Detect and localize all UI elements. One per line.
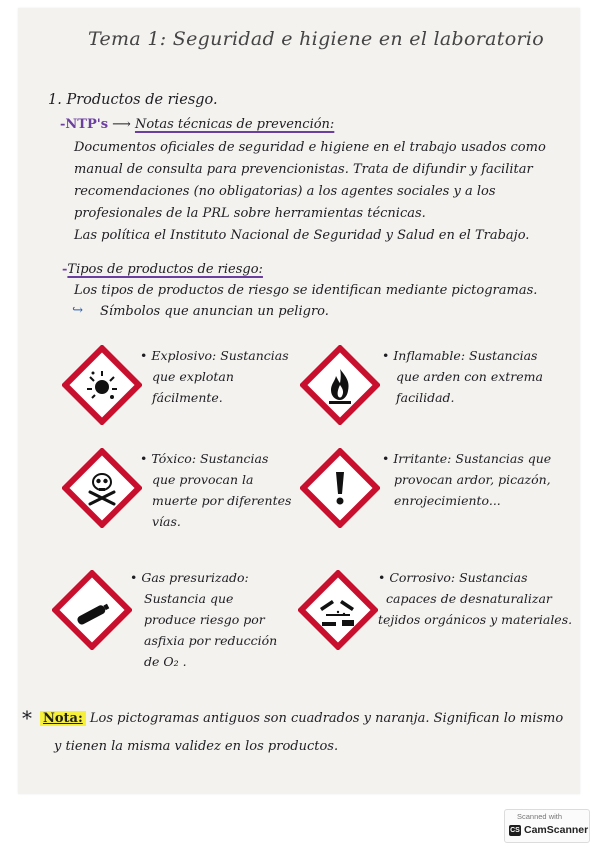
description-line: que provocan la — [152, 472, 254, 487]
ntp-line: recomendaciones (no obligatorias) a los agentes sociales y a los — [74, 184, 496, 199]
tipos-prefix: - — [62, 262, 68, 277]
flammable-description — [382, 345, 562, 408]
simbolos-line: Símbolos que anuncian un peligro. — [100, 304, 329, 319]
nota-text-1: Los pictogramas antiguos son cuadrados y naranja. Significan lo mismo — [89, 711, 564, 726]
irritant-icon — [300, 448, 380, 528]
description-line: vías. — [152, 514, 181, 529]
irritant-description — [382, 448, 572, 511]
ntp-heading — [60, 117, 334, 132]
description-line: fácilmente. — [152, 390, 223, 405]
ntp-title: Notas técnicas de prevención: — [134, 117, 335, 132]
star-icon: * — [22, 706, 32, 730]
description-line: que explotan — [152, 369, 234, 384]
scanner-name: CamScanner — [524, 824, 589, 836]
description-line: tejidos orgánicos y materiales. — [378, 612, 573, 627]
explosive-icon — [62, 345, 142, 425]
description-line: que arden con extrema — [396, 369, 543, 384]
description-line: • Corrosivo: Sustancias — [378, 570, 528, 585]
tipos-heading — [62, 262, 263, 277]
toxic-description — [140, 448, 310, 532]
ntp-line: profesionales de la PRL sobre herramientas técnicas. — [74, 206, 426, 221]
ntp-line: Las política el Instituto Nacional de Seguridad y Salud en el Trabajo. — [74, 228, 530, 243]
tipos-line: Los tipos de productos de riesgo se identifican mediante pictogramas. — [74, 283, 538, 298]
flammable-icon — [300, 345, 380, 425]
description-line: muerte por diferentes — [152, 493, 292, 508]
description-line: • Explosivo: Sustancias — [140, 348, 289, 363]
description-line: • Tóxico: Sustancias — [140, 451, 269, 466]
ntp-arrow: ⟶ — [112, 117, 131, 132]
section-heading: 1. Productos de riesgo. — [48, 92, 218, 108]
camscanner-logo-icon: CS — [510, 827, 520, 834]
ntp-prefix: -NTP's — [60, 117, 109, 132]
return-arrow-icon: ↪ — [72, 303, 83, 318]
toxic-icon — [62, 448, 142, 528]
ntp-paragraph — [74, 137, 564, 247]
description-line: facilidad. — [396, 390, 455, 405]
ntp-line: Documentos oficiales de seguridad e higiene en el trabajo usados como — [74, 140, 546, 155]
description-line: enrojecimiento... — [394, 493, 501, 508]
description-line: de O₂ . — [144, 654, 187, 669]
gas-description — [130, 567, 300, 672]
corrosive-icon — [298, 570, 378, 650]
page-title: Tema 1: Seguridad e higiene en el laboratorio — [88, 28, 544, 50]
corrosive-description — [378, 567, 578, 630]
camscanner-watermark — [504, 809, 590, 843]
gas-cylinder-icon — [52, 570, 132, 650]
ntp-line: manual de consulta para prevencionistas. Trata de difundir y facilitar — [74, 162, 533, 177]
scanner-caption: Scanned with — [517, 812, 563, 821]
description-line: provocan ardor, picazón, — [394, 472, 551, 487]
tipos-title: Tipos de productos de riesgo: — [67, 262, 263, 277]
nota-line — [40, 705, 570, 733]
description-line: capaces de desnaturalizar — [386, 591, 552, 606]
explosive-description — [140, 345, 310, 408]
nota-label: Nota: — [40, 711, 86, 726]
description-line: • Inflamable: Sustancias — [382, 348, 538, 363]
description-line: asfixia por reducción — [144, 633, 278, 648]
description-line: Sustancia que — [144, 591, 234, 606]
description-line: • Irritante: Sustancias que — [382, 451, 552, 466]
nota-block — [40, 705, 570, 761]
nota-text-2: y tienen la misma validez en los productos. — [54, 739, 339, 754]
description-line: • Gas presurizado: — [130, 570, 249, 585]
description-line: produce riesgo por — [144, 612, 265, 627]
